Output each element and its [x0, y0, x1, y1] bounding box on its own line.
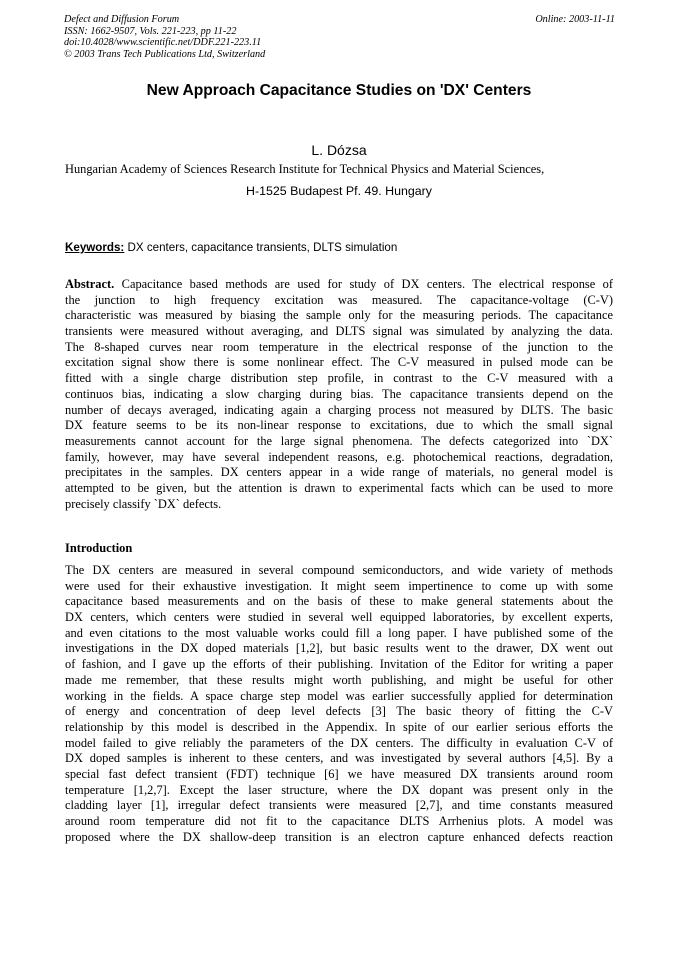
abstract-line: family, however, may have several independent reasons, e.g. photochemical reactions, degradation,	[65, 449, 613, 464]
introduction-body	[65, 563, 613, 845]
abstract-line: the junction to high frequency excitation was measured. The capacitance-voltage (C-V)	[65, 292, 613, 307]
abstract	[65, 277, 613, 512]
intro-line: investigations in the DX doped materials [1,2], but basic results went to the drawer, DX went out	[65, 641, 613, 656]
intro-line: around room temperature did not fit to the capacitance DLTS Arrhenius plots. A model was	[65, 814, 613, 828]
journal-header	[64, 14, 265, 60]
intro-line: proposed where the DX shallow-deep transition is an electron capture enhanced defects reaction	[65, 829, 613, 844]
abstract-line: transients were measured without averaging, and DLTS signal was simulated by analyzing the data.	[65, 324, 613, 339]
abstract-line: fitted with a single charge distribution step profile, in contrast to the C-V measured with a	[65, 371, 613, 386]
abstract-line: Abstract. Capacitance based methods are used for study of DX centers. The electrical response of	[65, 277, 613, 291]
intro-line: relationship by this model is described in the Appendix. In spite of our earlier serious efforts the	[65, 719, 613, 734]
online-date: Online: 2003-11-11	[535, 14, 615, 25]
intro-line: The DX centers are measured in several compound semiconductors, and wide variety of methods	[65, 563, 613, 577]
introduction-heading: Introduction	[65, 541, 133, 555]
affiliation-line-1: Hungarian Academy of Sciences Research Institute for Technical Physics and Material Sciences,	[65, 162, 545, 176]
keywords-label: Keywords:	[65, 241, 125, 254]
journal-doi[interactable]: doi:10.4028/www.scientific.net/DDF.221-223.11	[64, 37, 262, 49]
intro-line: special fast defect transient (FDT) technique [6] we have measured DX transients around room	[65, 766, 613, 781]
intro-line: made me remember, that these results might worth publishing, and might be useful for other	[65, 672, 613, 687]
affiliation-line-2: H-1525 Budapest Pf. 49. Hungary	[246, 184, 432, 198]
abstract-line: characteristic was measured by biasing the sample only for the measuring periods. The capacitance	[65, 308, 613, 323]
abstract-line: precipitates in the samples. DX centers appear in a wide range of materials, no general model is	[65, 465, 613, 480]
abstract-line: measurements cannot account for the large signal phenomena. The defects categorized into `DX`	[65, 433, 613, 448]
abstract-line: number of decays averaged, indicating again a charging process not measured by DLTS. The basic	[65, 402, 613, 417]
author-name: L. Dózsa	[311, 142, 367, 158]
intro-line: model failed to give reliably the parameters of the DX centers. The difficulty in evaluation C-V of	[65, 735, 613, 750]
keywords-text: DX centers, capacitance transients, DLTS simulation	[124, 241, 398, 254]
intro-line: working in the fields. A space charge step model was earlier successfully applied for determination	[65, 688, 613, 703]
intro-line: and even citations to the most valuable works could fill a long paper. I have published some of the	[65, 625, 613, 640]
intro-line: of energy and concentration of deep level defects [3] The basic theory of fitting the C-V	[65, 704, 613, 719]
intro-line: were used for their exhaustive investigation. It might seem impertinence to come up with some	[65, 578, 613, 593]
abstract-label: Abstract.	[65, 277, 115, 291]
intro-line: capacitance based measurements and on the basis of these to make general statements about the	[65, 594, 613, 609]
keywords	[65, 241, 613, 254]
journal-copyright: © 2003 Trans Tech Publications Ltd, Switzerland	[64, 48, 266, 60]
intro-line: of fashion, and I gave up the efforts of their publishing. Invitation of the Editor for writing a paper	[65, 657, 613, 672]
journal-issn: ISSN: 1662-9507, Vols. 221-223, pp 11-22	[64, 25, 237, 37]
abstract-line: continuos bias, indicating a slow charging during bias. The capacitance transients depend on the	[65, 386, 613, 401]
abstract-line: The 8-shaped curves near room temperature in the electrical response of the junction to the	[65, 339, 613, 354]
journal-name: Defect and Diffusion Forum	[64, 14, 180, 25]
paper-title: New Approach Capacitance Studies on 'DX' Centers	[146, 82, 532, 99]
abstract-line: excitation signal show there is some nonlinear effect. The C-V measured in pulsed mode can be	[65, 355, 613, 370]
abstract-line: attempted to be given, but the attention is drawn to experimental facts which can be used to more	[65, 480, 613, 495]
intro-line: temperature [1,2,7]. Except the laser structure, where the DX dopant was present only in the	[65, 782, 613, 797]
abstract-line: DX feature seems to be its non-linear response to excitations, due to which the small signal	[65, 418, 613, 433]
abstract-line: precisely classify `DX` defects.	[65, 496, 222, 511]
intro-line: DX centers, which centers were studied in several well equipped laboratories, by excellent experts,	[65, 610, 613, 625]
intro-line: cladding layer [1], irregular defect transients were measured [2,7], and time constants measured	[65, 798, 613, 813]
intro-line: DX doped samples is inherent to these centers, and was investigated by several authors [4,5]. By a	[65, 751, 613, 766]
